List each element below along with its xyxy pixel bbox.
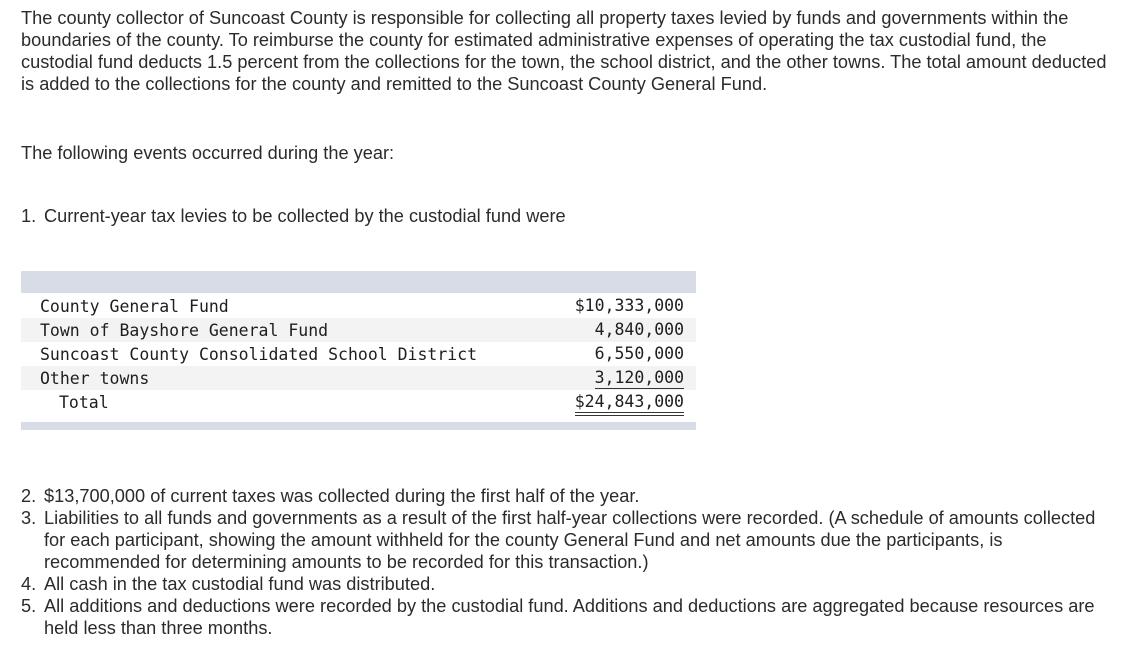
- tax-levies-table: [21, 271, 696, 430]
- table-row: [21, 318, 696, 342]
- fund-name: Suncoast County Consolidated School District: [40, 345, 478, 364]
- event-number: 1.: [21, 206, 37, 226]
- table-row: [21, 366, 696, 390]
- event-item-3: [21, 507, 1101, 573]
- levy-amount: 6,550,000: [594, 344, 684, 363]
- table-header-band: [21, 271, 696, 293]
- table-total-row: [21, 390, 696, 414]
- fund-name: Other towns: [40, 369, 150, 388]
- total-label: Total: [59, 393, 109, 412]
- fund-name: County General Fund: [40, 297, 229, 316]
- event-number: 5.: [21, 596, 37, 616]
- event-item-1: [21, 205, 566, 227]
- table-row: [21, 342, 696, 366]
- event-item-4: [21, 573, 1101, 595]
- fund-name: Town of Bayshore General Fund: [40, 321, 329, 340]
- intro-paragraph: The county collector of Suncoast County is responsible for collecting all property taxes levied by funds and governments within the boundaries of the county. To reimburse the county for estimated administrative expenses of operating the tax custodial fund, the custodial fund deducts 1.5 percent from the collections for the town, the school district, and the other towns. The total amount deducted is added to the collections for the county and remitted to the Suncoast County General Fund.: [21, 8, 1107, 94]
- event-text: All additions and deductions were recorded by the custodial fund. Additions and deductions are aggregated because resources are held less than three months.: [44, 596, 1095, 638]
- event-item-5: [21, 595, 1101, 639]
- levy-amount: 3,120,000: [594, 368, 684, 387]
- levy-amount: 4,840,000: [594, 320, 684, 339]
- event-number: 2.: [21, 486, 37, 506]
- event-text: All cash in the tax custodial fund was distributed.: [44, 574, 436, 594]
- event-text: Current-year tax levies to be collected by the custodial fund were: [44, 206, 566, 226]
- events-lead-text: The following events occurred during the year:: [21, 143, 395, 163]
- events-list: [21, 485, 1101, 639]
- event-item-2: [21, 485, 1101, 507]
- levy-amount: $10,333,000: [574, 296, 684, 315]
- event-text: Liabilities to all funds and governments as a result of the first half-year collections were recorded. (A schedule of amounts collected for each participant, showing the amount withheld for the county General Fund and net amounts due the participants, is recommended for determining amounts to be recorded for this transaction.): [44, 508, 1096, 572]
- event-text: $13,700,000 of current taxes was collected during the first half of the year.: [44, 486, 640, 506]
- table-footer-band: [21, 422, 696, 430]
- event-number: 3.: [21, 508, 37, 528]
- event-number: 4.: [21, 574, 37, 594]
- table-row: [21, 294, 696, 318]
- total-amount: $24,843,000: [575, 392, 684, 416]
